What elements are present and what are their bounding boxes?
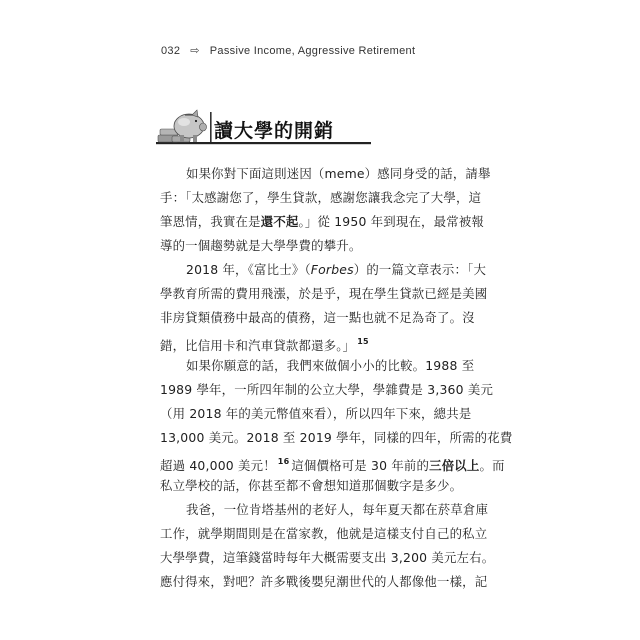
- text-run: 應付得來，對吧？許多戰後嬰兒潮世代的人都像他一樣，記: [160, 574, 488, 589]
- text-run: 非房貸類債務中最高的債務，這一點也就不足為奇了。沒: [160, 310, 475, 325]
- text-run: 學教育所需的費用飛漲，於是乎，現在學生貸款已經是美國: [160, 286, 488, 301]
- paragraph-1-line-1: [160, 162, 491, 186]
- paragraph-3-line-5: [160, 450, 505, 474]
- section-heading: [156, 108, 486, 154]
- footnote-reference: 16: [277, 457, 290, 466]
- page-number: 032: [161, 44, 181, 57]
- paragraph-2-line-3: [160, 306, 475, 330]
- paragraph-1-line-3: [160, 210, 485, 234]
- running-head: [161, 44, 415, 57]
- paragraph-3-line-4: [160, 426, 513, 450]
- footnote-reference: 15: [357, 337, 369, 346]
- paragraph-4-line-3: [160, 546, 495, 570]
- text-run: 我爸，一位肯塔基州的老好人，每年夏天都在菸草倉庫: [186, 502, 489, 517]
- paragraph-3-line-3: [160, 402, 470, 426]
- body-text: [160, 162, 513, 594]
- section-title: 讀大學的開銷: [214, 120, 335, 142]
- text-run: 手：「太感謝您了，學生貸款，感謝您讓我念完了大學，這: [160, 190, 482, 205]
- text-run: 錯，比信用卡和汽車貸款都還多。」: [160, 338, 356, 353]
- text-run: （用 2018 年的美元幣值來看），所以四年下來，總共是: [160, 406, 472, 421]
- text-run: 如果你願意的話，我們來做個小小的比較。1988 至: [186, 358, 475, 373]
- emphasized-text: 還不起: [260, 214, 299, 229]
- paragraph-1-line-4: [160, 234, 470, 258]
- text-run: 13,000 美元。2018 至 2019 學年，同樣的四年，所需的花費: [160, 430, 513, 445]
- paragraph-4-line-1: [160, 498, 489, 522]
- text-run: ）的一篇文章表示：「大: [353, 262, 487, 277]
- paragraph-2-line-2: [160, 282, 488, 306]
- paragraph-2-line-1: [160, 258, 487, 282]
- book-title: Passive Income, Aggressive Retirement: [209, 44, 416, 57]
- text-run: 筆恩情，我實在是: [160, 214, 261, 229]
- text-run: 超過 40,000 美元！: [160, 458, 276, 473]
- arrow-right-icon: ⇨: [190, 45, 200, 57]
- text-run: 。而: [479, 458, 505, 473]
- paragraph-3-line-1: [160, 354, 475, 378]
- text-run: 。」從 1950 年到現在，最常被報: [298, 214, 485, 229]
- paragraph-3-line-2: [160, 378, 494, 402]
- text-run: 如果你對下面這則迷因（meme）感同身受的話，請舉: [186, 166, 491, 181]
- italic-text: Forbes: [310, 262, 354, 277]
- paragraph-4-line-4: [160, 570, 488, 594]
- paragraph-2-line-4: [160, 330, 470, 354]
- text-run: 工作，就學期間則是在當家教，他就是這樣支付自己的私立: [160, 526, 488, 541]
- text-run: 1989 學年，一所四年制的公立大學，學雜費是 3,360 美元: [160, 382, 494, 397]
- paragraph-3-line-6: [160, 474, 470, 498]
- text-run: 私立學校的話，你甚至都不會想知道那個數字是多少。: [160, 478, 463, 493]
- paragraph-4-line-2: [160, 522, 488, 546]
- emphasized-text: 三倍以上: [429, 458, 480, 473]
- paragraph-1-line-2: [160, 186, 482, 210]
- text-run: 導的一個趨勢就是大學學費的攀升。: [160, 238, 362, 253]
- text-run: 2018 年，《富比士》（: [186, 262, 311, 277]
- text-run: 大學學費，這筆錢當時每年大概需要支出 3,200 美元左右。: [160, 550, 495, 565]
- text-run: 這個價格可是 30 年前的: [291, 458, 430, 473]
